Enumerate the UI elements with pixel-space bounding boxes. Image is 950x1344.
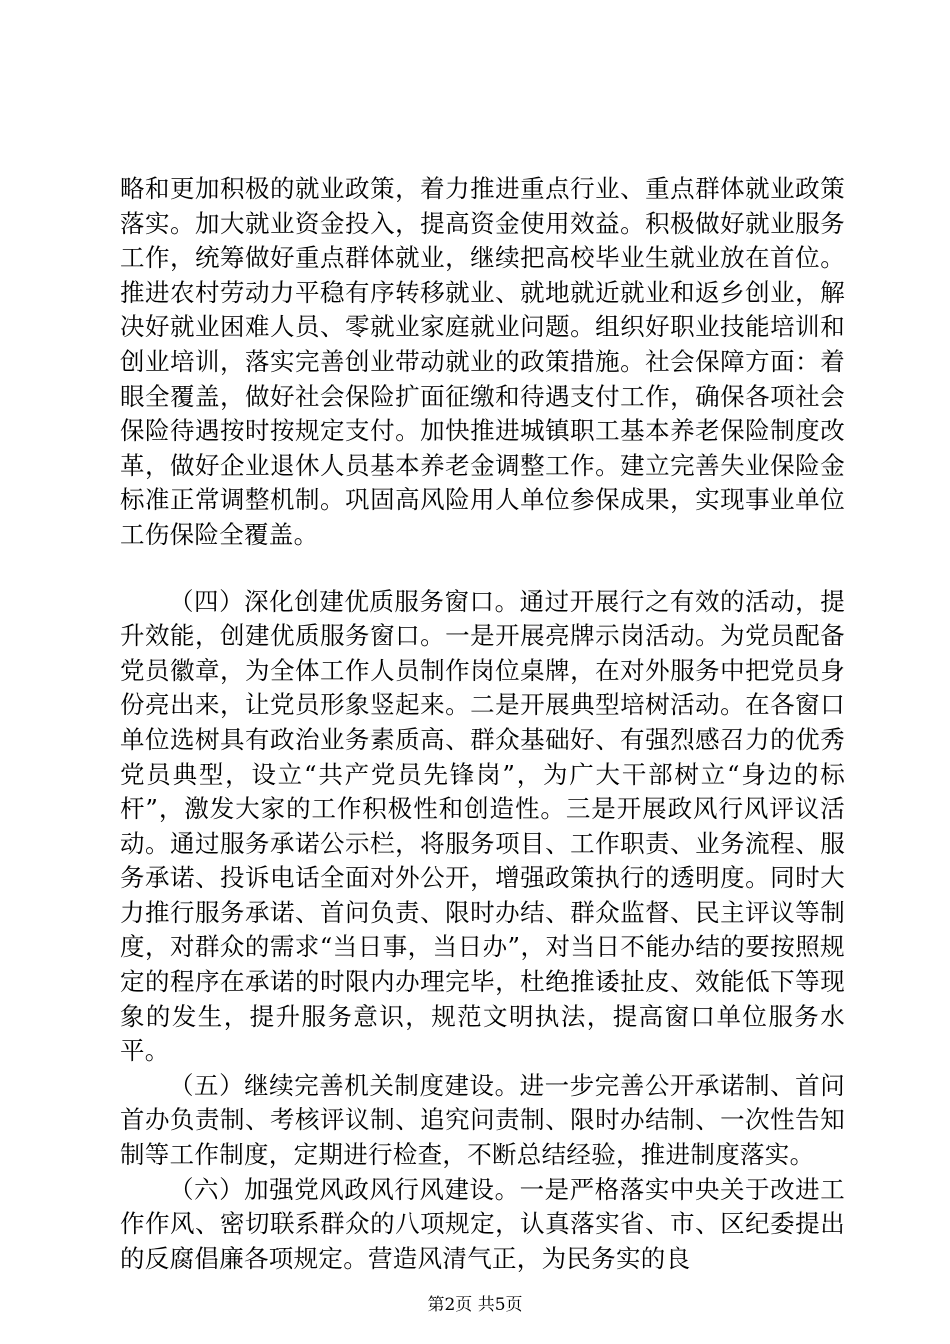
document-body	[120, 172, 845, 1276]
paragraph-section-4: （四）深化创建优质服务窗口。通过开展行之有效的活动，提升效能，创建优质服务窗口。一是开展亮牌示岗活动。为党员配备党员徽章，为全体工作人员制作岗位桌牌，在对外服务中把党员身份亮出来，让党员形象竖起来。二是开展典型培树活动。在各窗口单位选树具有政治业务素质高、群众基础好、有强烈感召力的优秀党员典型，设立“共产党员先锋岗”，为广大干部树立“身边的标杆”，激发大家的工作积极性和创造性。三是开展政风行风评议活动。通过服务承诺公示栏，将服务项目、工作职责、业务流程、服务承诺、投诉电话全面对外公开，增强政策执行的透明度。同时大力推行服务承诺、首问负责、限时办结、群众监督、民主评议等制度，对群众的需求“当日事，当日办”，对当日不能办结的要按照规定的程序在承诺的时限内办理完毕，杜绝推诿扯皮、效能低下等现象的发生，提升服务意识，规范文明执法，提高窗口单位服务水平。	[120, 586, 845, 1066]
paragraph-section-6: （六）加强党风政风行风建设。一是严格落实中央关于改进工作作风、密切联系群众的八项规定，认真落实省、市、区纪委提出的反腐倡廉各项规定。营造风清气正，为民务实的良	[120, 1174, 845, 1273]
page-number-footer: 第2页 共5页	[427, 1295, 523, 1315]
paragraph-continuation: 略和更加积极的就业政策，着力推进重点行业、重点群体就业政策落实。加大就业资金投入，提高资金使用效益。积极做好就业服务工作，统筹做好重点群体就业，继续把高校毕业生就业放在首位。推进农村劳动力平稳有序转移就业、就地就近就业和返乡创业，解决好就业困难人员、零就业家庭就业问题。组织好职业技能培训和创业培训，落实完善创业带动就业的政策措施。社会保障方面：着眼全覆盖，做好社会保险扩面征缴和待遇支付工作，确保各项社会保险待遇按时按规定支付。加快推进城镇职工基本养老保险制度改革，做好企业退休人员基本养老金调整工作。建立完善失业保险金标准正常调整机制。巩固高风险用人单位参保成果，实现事业单位工伤保险全覆盖。	[120, 174, 845, 549]
paragraph-section-5: （五）继续完善机关制度建设。进一步完善公开承诺制、首问首办负责制、考核评议制、追究问责制、限时办结制、一次性告知制等工作制度，定期进行检查，不断总结经验，推进制度落实。	[120, 1070, 845, 1170]
